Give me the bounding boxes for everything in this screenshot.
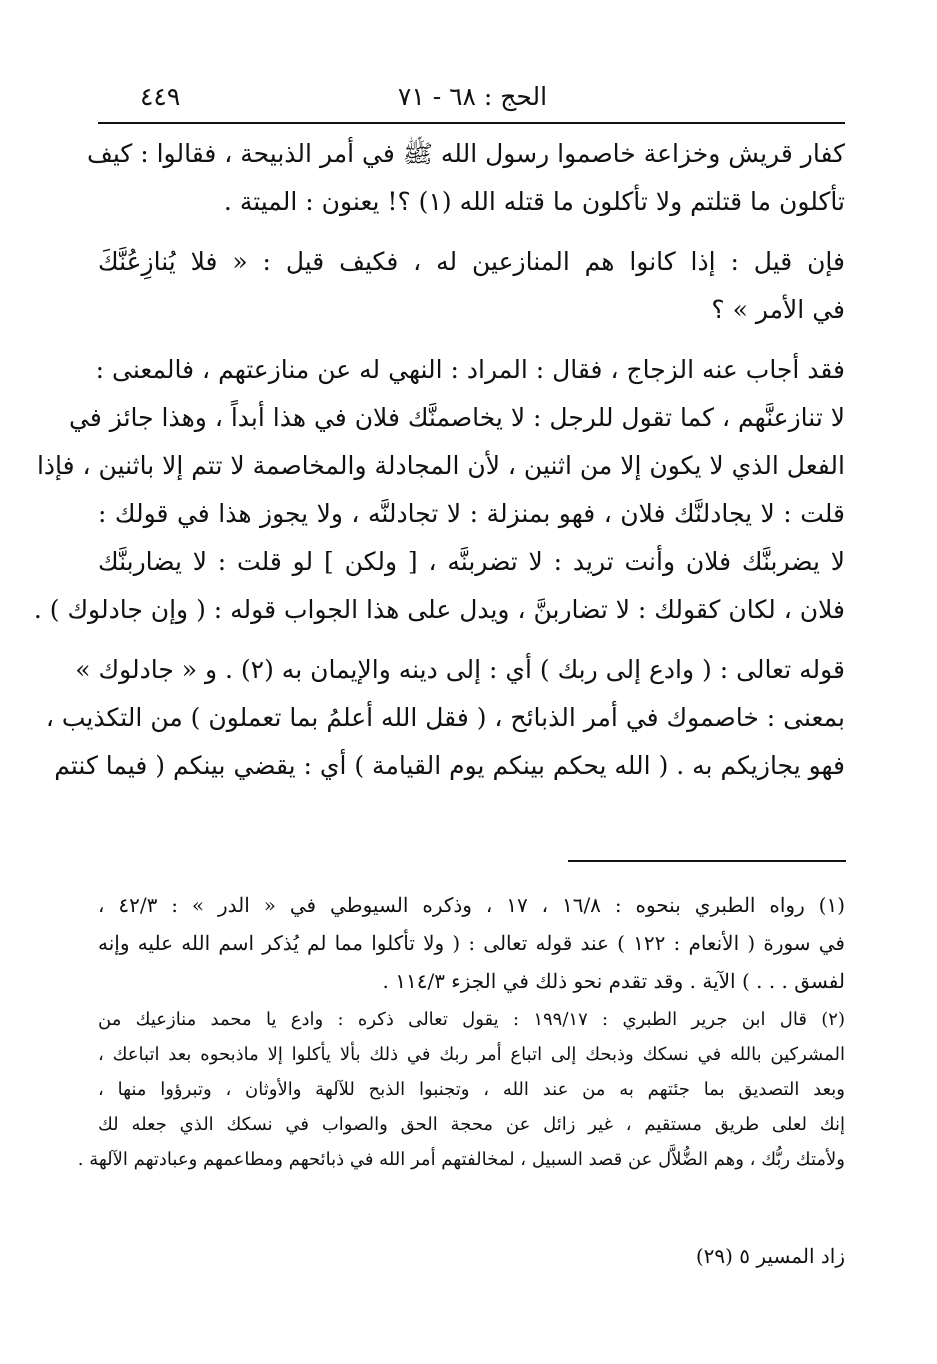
text-line: فلان ، لكان كقولك : لا تضاربنَّ ، ويدل على هذا الجواب قوله : ( وإن جادلوك ) . bbox=[33, 595, 845, 624]
footnote-rule bbox=[568, 860, 846, 862]
footnote-line: (٢) قال ابن جرير الطبري : ١٩٩/١٧ : يقول تعالى ذكره : وادع يا محمد منازعيك من bbox=[98, 1009, 845, 1030]
footnote-line: ولأمتك ربُّك ، وهم الضُّلاَّل عن قصد السبيل ، لمخالفتهم أمر الله في ذبائحهم ومطاعمهم وعبادتهم الآلهة . bbox=[77, 1149, 845, 1170]
footnote-line: إنك لعلى طريق مستقيم ، غير زائل عن محجة الحق والصواب في نسكك الذي جعله لك bbox=[98, 1114, 845, 1135]
text-line: قوله تعالى : ( وادع إلى ربك ) أي : إلى دينه والإيمان به (٢) . و « جادلوك » bbox=[75, 655, 845, 684]
text-line: لا يضربنَّك فلان وأنت تريد : لا تضربنَّه ، [ ولكن ] لو قلت : لا يضاربنَّك bbox=[98, 547, 845, 576]
footnote-line: المشركين بالله في نسكك وذبحك إلى اتباع أمر ربك في ذلك بألا يأكلوا إلا ماذبحوه بعد اتباعك ، bbox=[98, 1044, 845, 1065]
printer-signature: زاد المسير ٥ (٢٩) bbox=[695, 1244, 845, 1268]
text-line: بمعنى : خاصموك في أمر الذبائح ، ( فقل الله أعلمُ بما تعملون ) من التكذيب ، bbox=[45, 703, 845, 732]
footnote-line: (١) رواه الطبري بنحوه : ١٦/٨ ، ١٧ ، وذكره السيوطي في « الدر » : ٤٢/٣ ، bbox=[98, 893, 845, 917]
text-line: فقد أجاب عنه الزجاج ، فقال : المراد : النهي له عن منازعتهم ، فالمعنى : bbox=[95, 355, 845, 384]
footnote-line: في سورة ( الأنعام : ١٢٢ ) عند قوله تعالى : ( ولا تأكلوا مما لم يُذكر اسم الله عليه وإنه bbox=[98, 931, 845, 955]
text-line: تأكلون ما قتلتم ولا تأكلون ما قتله الله (١) ؟! يعنون : الميتة . bbox=[223, 187, 845, 216]
main-text bbox=[33, 130, 845, 790]
running-title: الحج : ٦٨ - ٧١ bbox=[397, 82, 548, 111]
footnotes bbox=[77, 886, 845, 1177]
header-rule bbox=[98, 122, 845, 124]
text-line: الفعل الذي لا يكون إلا من اثنين ، لأن المجادلة والمخاصمة لا تتم إلا باثنين ، فإذا bbox=[36, 451, 845, 480]
text-line: كفار قريش وخزاعة خاصموا رسول الله ﷺ في أمر الذبيحة ، فقالوا : كيف bbox=[86, 139, 845, 168]
page-number: ٤٤٩ bbox=[140, 82, 181, 111]
text-line: قلت : لا يجادلنَّك فلان ، فهو بمنزلة : لا تجادلنَّه ، ولا يجوز هذا في قولك : bbox=[98, 499, 845, 528]
text-line: فهو يجازيكم به . ( الله يحكم بينكم يوم القيامة ) أي : يقضي بينكم ( فيما كنتم bbox=[54, 751, 845, 780]
text-line: لا تنازعنَّهم ، كما تقول للرجل : لا يخاصمنَّك فلان في هذا أبداً ، وهذا جائز في bbox=[69, 403, 845, 432]
footnote-line: وبعد التصديق بما جئتهم به من عند الله ، وتجنبوا الذبح للآلهة والأوثان ، وتبرؤوا منها ، bbox=[98, 1079, 845, 1100]
text-line: في الأمر » ؟ bbox=[711, 295, 845, 324]
page-header bbox=[100, 80, 845, 116]
footnote-line: لفسق . . . ) الآية . وقد تقدم نحو ذلك في الجزء ١١٤/٣ . bbox=[382, 969, 845, 993]
text-line: فإن قيل : إذا كانوا هم المنازعين له ، فكيف قيل : « فلا يُنازِعُنَّكَ bbox=[98, 247, 845, 276]
footnote-1 bbox=[98, 886, 845, 1000]
footnote-2 bbox=[77, 1002, 845, 1177]
